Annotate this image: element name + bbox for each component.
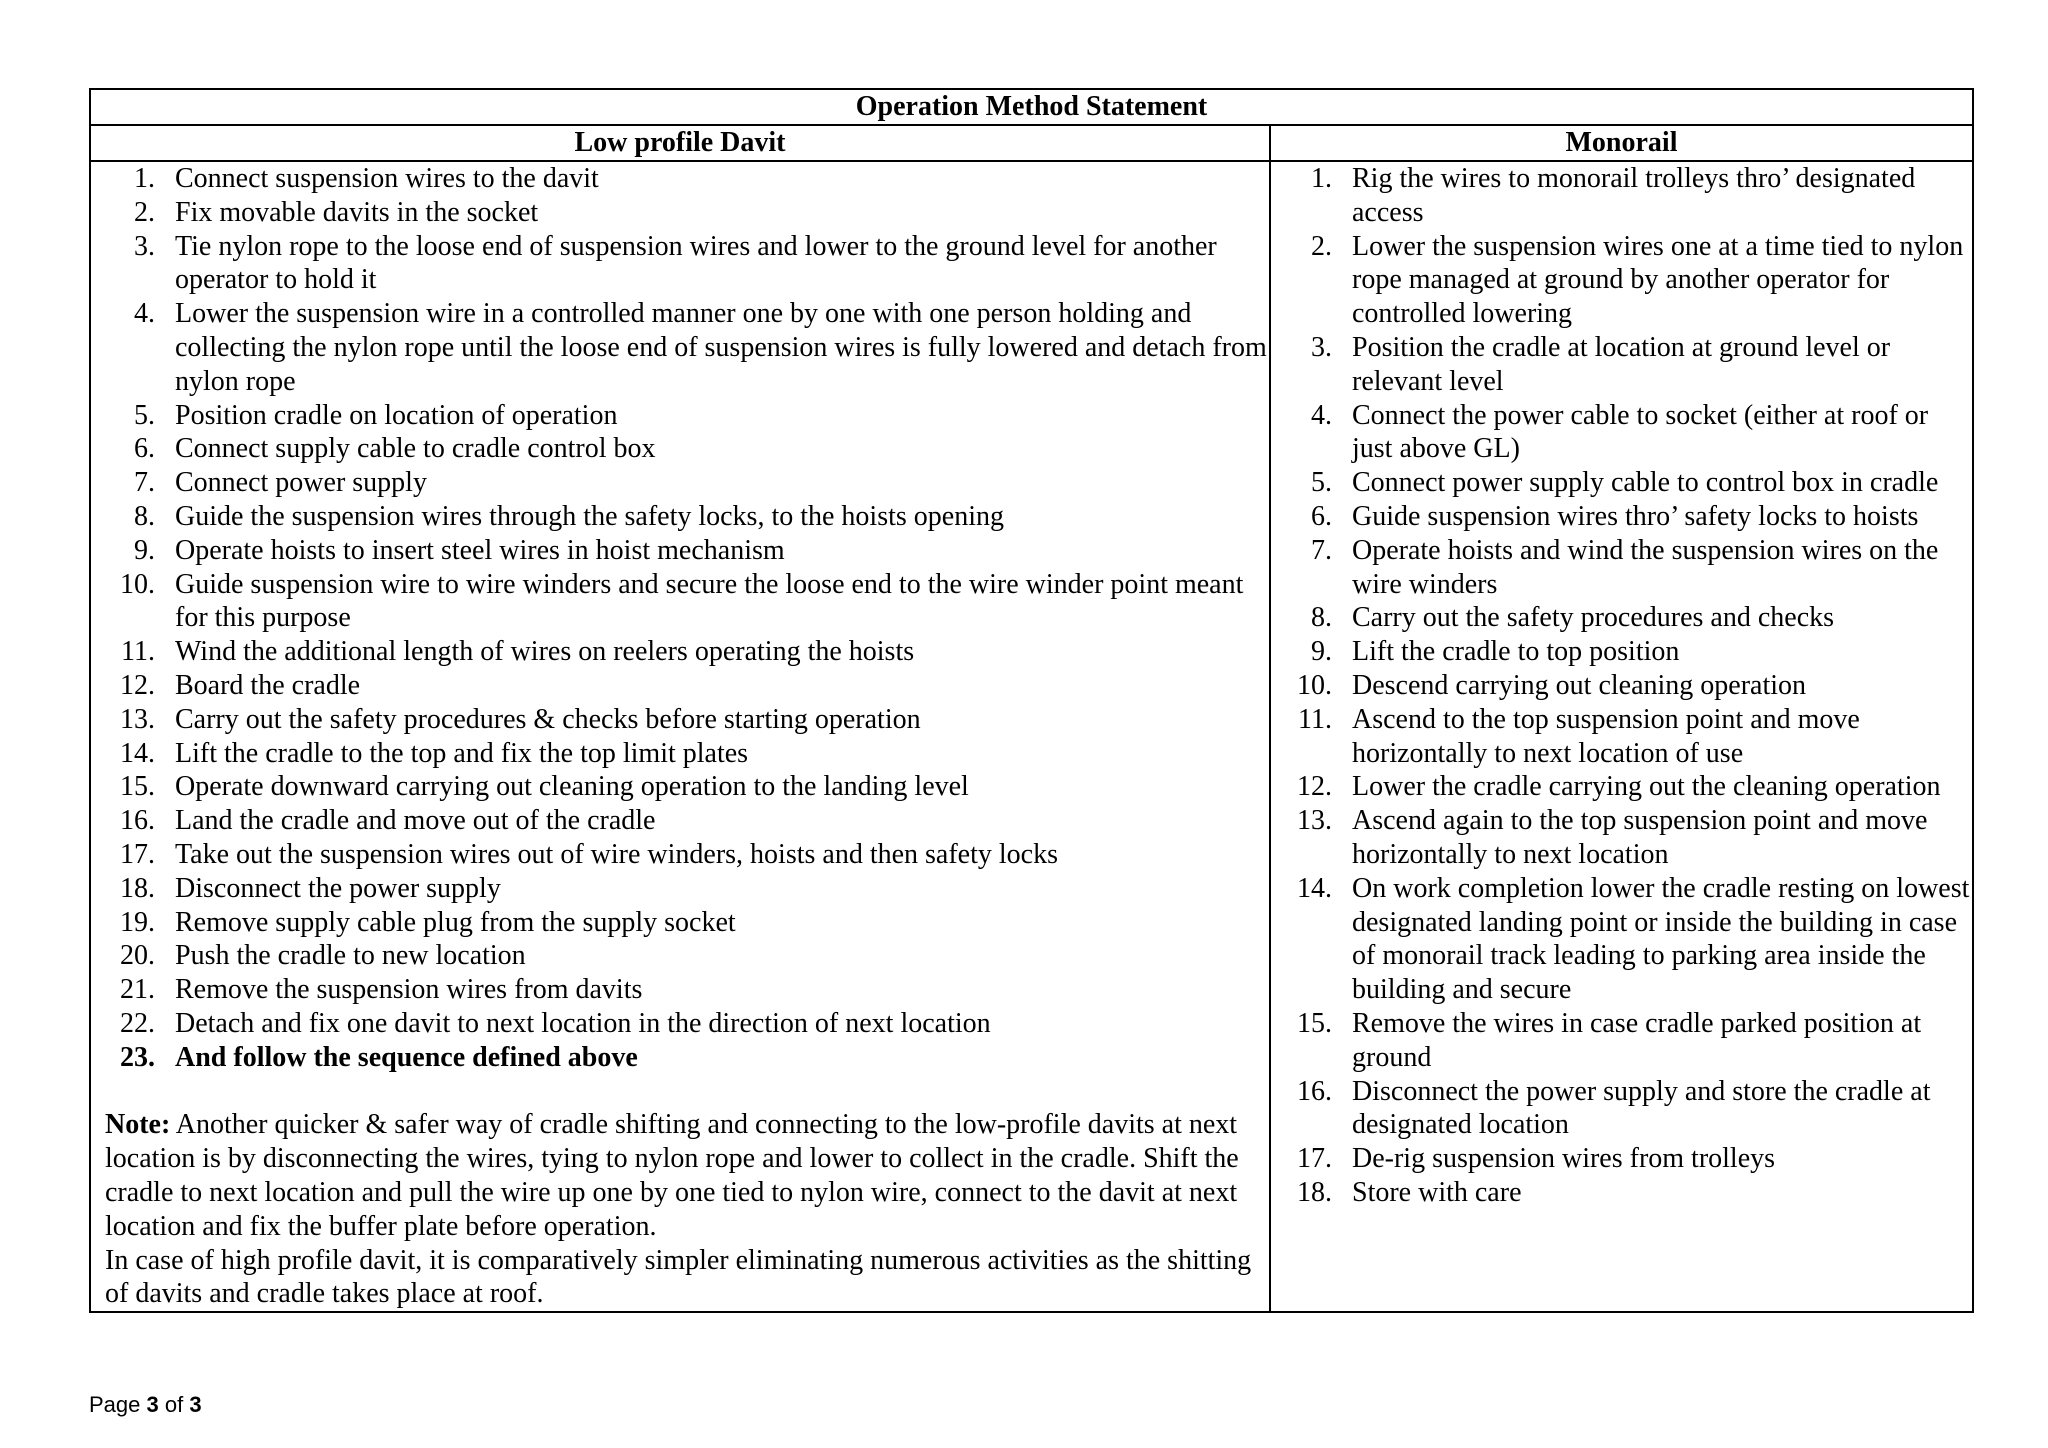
step-text: Guide the suspension wires through the safety locks, to the hoists opening — [175, 500, 1004, 532]
note-label: Note: — [105, 1109, 171, 1141]
step-text: Board the cradle — [175, 669, 361, 701]
list-item — [1288, 804, 1972, 872]
list-item — [111, 196, 1269, 230]
step-number: 22. — [120, 1007, 155, 1039]
step-text: Descend carrying out cleaning operation — [1352, 669, 1807, 701]
page-total: 3 — [189, 1392, 202, 1417]
step-number: 18. — [1297, 1176, 1332, 1208]
step-text: Fix movable davits in the socket — [175, 196, 539, 228]
list-item — [111, 669, 1269, 703]
list-item — [111, 635, 1269, 669]
step-number: 15. — [120, 771, 155, 803]
heading-monorail: Monorail — [1270, 125, 1973, 161]
step-text: Position cradle on location of operation — [175, 399, 618, 431]
list-item — [111, 500, 1269, 534]
list-item — [111, 872, 1269, 906]
list-item — [1288, 1176, 1972, 1210]
step-text: Connect suspension wires to the davit — [175, 163, 599, 194]
step-text: Lower the suspension wire in a controlled manner one by one with one person holding and collecting the nylon rope until the loose end of suspension wires is fully lowered and detach from nylon rope — [175, 298, 1267, 397]
step-number: 12. — [1297, 771, 1332, 803]
monorail-steps — [1271, 162, 1972, 1210]
list-item — [111, 906, 1269, 940]
step-text: Store with care — [1352, 1176, 1522, 1208]
step-number: 7. — [1311, 534, 1332, 566]
list-item — [111, 737, 1269, 771]
operation-method-table — [89, 88, 1974, 1313]
step-text: Lift the cradle to top position — [1352, 636, 1680, 668]
step-text: De-rig suspension wires from trolleys — [1352, 1143, 1776, 1175]
step-text: Take out the suspension wires out of wire winders, hoists and then safety locks — [175, 838, 1058, 870]
list-item — [1288, 872, 1972, 1007]
low-profile-davit-steps — [91, 162, 1269, 1075]
table-title: Operation Method Statement — [90, 89, 1973, 125]
step-text: Detach and fix one davit to next location in the direction of next location — [175, 1007, 991, 1039]
step-text: Remove supply cable plug from the supply socket — [175, 906, 736, 938]
page-word: Page — [89, 1392, 141, 1417]
step-number: 13. — [1297, 805, 1332, 837]
list-item — [111, 162, 1269, 196]
step-number: 10. — [120, 568, 155, 600]
step-text: Tie nylon rope to the loose end of suspension wires and lower to the ground level for another operator to hold it — [175, 230, 1217, 296]
list-item — [1288, 1142, 1972, 1176]
note-paragraph — [105, 1108, 1259, 1243]
step-number: 5. — [134, 399, 155, 431]
list-item — [1288, 635, 1972, 669]
list-item — [1288, 534, 1972, 602]
step-number: 1. — [1311, 163, 1332, 194]
step-text: And follow the sequence defined above — [175, 1041, 638, 1073]
list-item — [1288, 770, 1972, 804]
step-number: 10. — [1297, 669, 1332, 701]
step-text: Connect the power cable to socket (either at roof or just above GL) — [1352, 399, 1929, 465]
step-text: Lower the cradle carrying out the cleaning operation — [1352, 771, 1941, 803]
step-number: 3. — [134, 230, 155, 262]
step-text: Carry out the safety procedures & checks before starting operation — [175, 703, 921, 735]
step-number: 17. — [120, 838, 155, 870]
list-item — [1288, 331, 1972, 399]
step-number: 16. — [1297, 1075, 1332, 1107]
step-number: 8. — [134, 500, 155, 532]
step-number: 6. — [1311, 500, 1332, 532]
list-item — [111, 568, 1269, 636]
step-text: Disconnect the power supply — [175, 872, 501, 904]
step-text: Land the cradle and move out of the cradle — [175, 805, 656, 837]
step-number: 20. — [120, 940, 155, 972]
step-text: Carry out the safety procedures and checks — [1352, 602, 1835, 634]
step-text: Connect power supply cable to control box in cradle — [1352, 467, 1939, 499]
step-number: 14. — [1297, 872, 1332, 904]
list-item — [1288, 1007, 1972, 1075]
list-item — [111, 838, 1269, 872]
step-number: 23. — [120, 1041, 155, 1073]
step-number: 2. — [1311, 230, 1332, 262]
list-item — [111, 399, 1269, 433]
step-number: 11. — [121, 636, 155, 668]
list-item — [111, 939, 1269, 973]
of-word: of — [164, 1392, 184, 1417]
step-number: 21. — [120, 974, 155, 1006]
list-item — [1288, 230, 1972, 331]
list-item — [1288, 500, 1972, 534]
list-item — [111, 804, 1269, 838]
step-text: Remove the suspension wires from davits — [175, 974, 643, 1006]
list-item — [111, 770, 1269, 804]
step-number: 18. — [120, 872, 155, 904]
note-block — [91, 1108, 1269, 1311]
step-text: Operate hoists and wind the suspension wires on the wire winders — [1352, 534, 1939, 600]
table-title-row — [90, 89, 1973, 125]
list-item — [111, 534, 1269, 568]
step-number: 9. — [1311, 636, 1332, 668]
step-text: Disconnect the power supply and store the cradle at designated location — [1352, 1075, 1931, 1141]
step-text: Operate downward carrying out cleaning operation to the landing level — [175, 771, 969, 803]
list-item — [1288, 601, 1972, 635]
step-text: Connect supply cable to cradle control box — [175, 433, 656, 465]
step-number: 8. — [1311, 602, 1332, 634]
step-text: Wind the additional length of wires on reelers operating the hoists — [175, 636, 915, 668]
step-text: Operate hoists to insert steel wires in hoist mechanism — [175, 534, 785, 566]
step-text: Lower the suspension wires one at a time tied to nylon rope managed at ground by another operator for controlled lowering — [1352, 230, 1964, 330]
low-profile-davit-column — [90, 161, 1270, 1312]
step-text: Guide suspension wire to wire winders and secure the loose end to the wire winder point meant for this purpose — [175, 568, 1244, 634]
list-item — [111, 1007, 1269, 1041]
step-text: Push the cradle to new location — [175, 940, 526, 972]
step-text: Remove the wires in case cradle parked position at ground — [1352, 1007, 1922, 1073]
step-number: 1. — [134, 163, 155, 194]
monorail-column — [1270, 161, 1973, 1312]
step-number: 3. — [1311, 331, 1332, 363]
step-text: Lift the cradle to the top and fix the top limit plates — [175, 737, 749, 769]
list-item — [111, 297, 1269, 398]
list-item — [1288, 466, 1972, 500]
heading-low-profile-davit: Low profile Davit — [90, 125, 1270, 161]
step-number: 2. — [134, 196, 155, 228]
column-heading-row — [90, 125, 1973, 161]
step-text: Position the cradle at location at ground level or relevant level — [1352, 331, 1891, 397]
page-footer — [89, 1392, 202, 1418]
list-item — [111, 1041, 1269, 1075]
step-number: 4. — [134, 298, 155, 330]
step-number: 17. — [1297, 1143, 1332, 1175]
step-number: 15. — [1297, 1007, 1332, 1039]
step-number: 13. — [120, 703, 155, 735]
page-current: 3 — [146, 1392, 159, 1417]
step-number: 4. — [1311, 399, 1332, 431]
list-item — [111, 466, 1269, 500]
content-row — [90, 161, 1973, 1312]
step-text: On work completion lower the cradle resting on lowest designated landing point or inside the building in case of monorail track leading to parking area inside the building and secure — [1352, 872, 1970, 1006]
list-item — [111, 230, 1269, 298]
list-item — [1288, 703, 1972, 771]
step-number: 5. — [1311, 467, 1332, 499]
list-item — [1288, 669, 1972, 703]
step-number: 7. — [134, 467, 155, 499]
step-number: 11. — [1298, 703, 1332, 735]
step-number: 9. — [134, 534, 155, 566]
note-paragraph-2: In case of high profile davit, it is comparatively simpler eliminating numerous activities as the shitting of davits and cradle takes place at roof. — [105, 1244, 1252, 1310]
step-number: 6. — [134, 433, 155, 465]
step-number: 14. — [120, 737, 155, 769]
list-item — [111, 703, 1269, 737]
step-text: Ascend again to the top suspension point and move horizontally to next location — [1352, 805, 1928, 870]
note-text: Another quicker & safer way of cradle shifting and connecting to the low-profile davits at next location is by disconnecting the wires, tying to nylon rope and lower to collect in the cradle. Shift the cradle to next location and pull the wire up one by one tied to nylon wire, connect to the davit at next location and fix the buffer plate before operation. — [105, 1109, 1239, 1242]
step-number: 12. — [120, 669, 155, 701]
list-item — [1288, 162, 1972, 230]
list-item — [1288, 1075, 1972, 1143]
step-text: Guide suspension wires thro’ safety locks to hoists — [1352, 500, 1919, 532]
step-number: 16. — [120, 805, 155, 837]
step-number: 19. — [120, 906, 155, 938]
list-item — [1288, 399, 1972, 467]
step-text: Rig the wires to monorail trolleys thro’ designated access — [1352, 163, 1916, 228]
list-item — [111, 973, 1269, 1007]
step-text: Ascend to the top suspension point and move horizontally to next location of use — [1352, 703, 1860, 769]
list-item — [111, 432, 1269, 466]
spacer — [91, 1075, 1269, 1109]
step-text: Connect power supply — [175, 467, 427, 499]
